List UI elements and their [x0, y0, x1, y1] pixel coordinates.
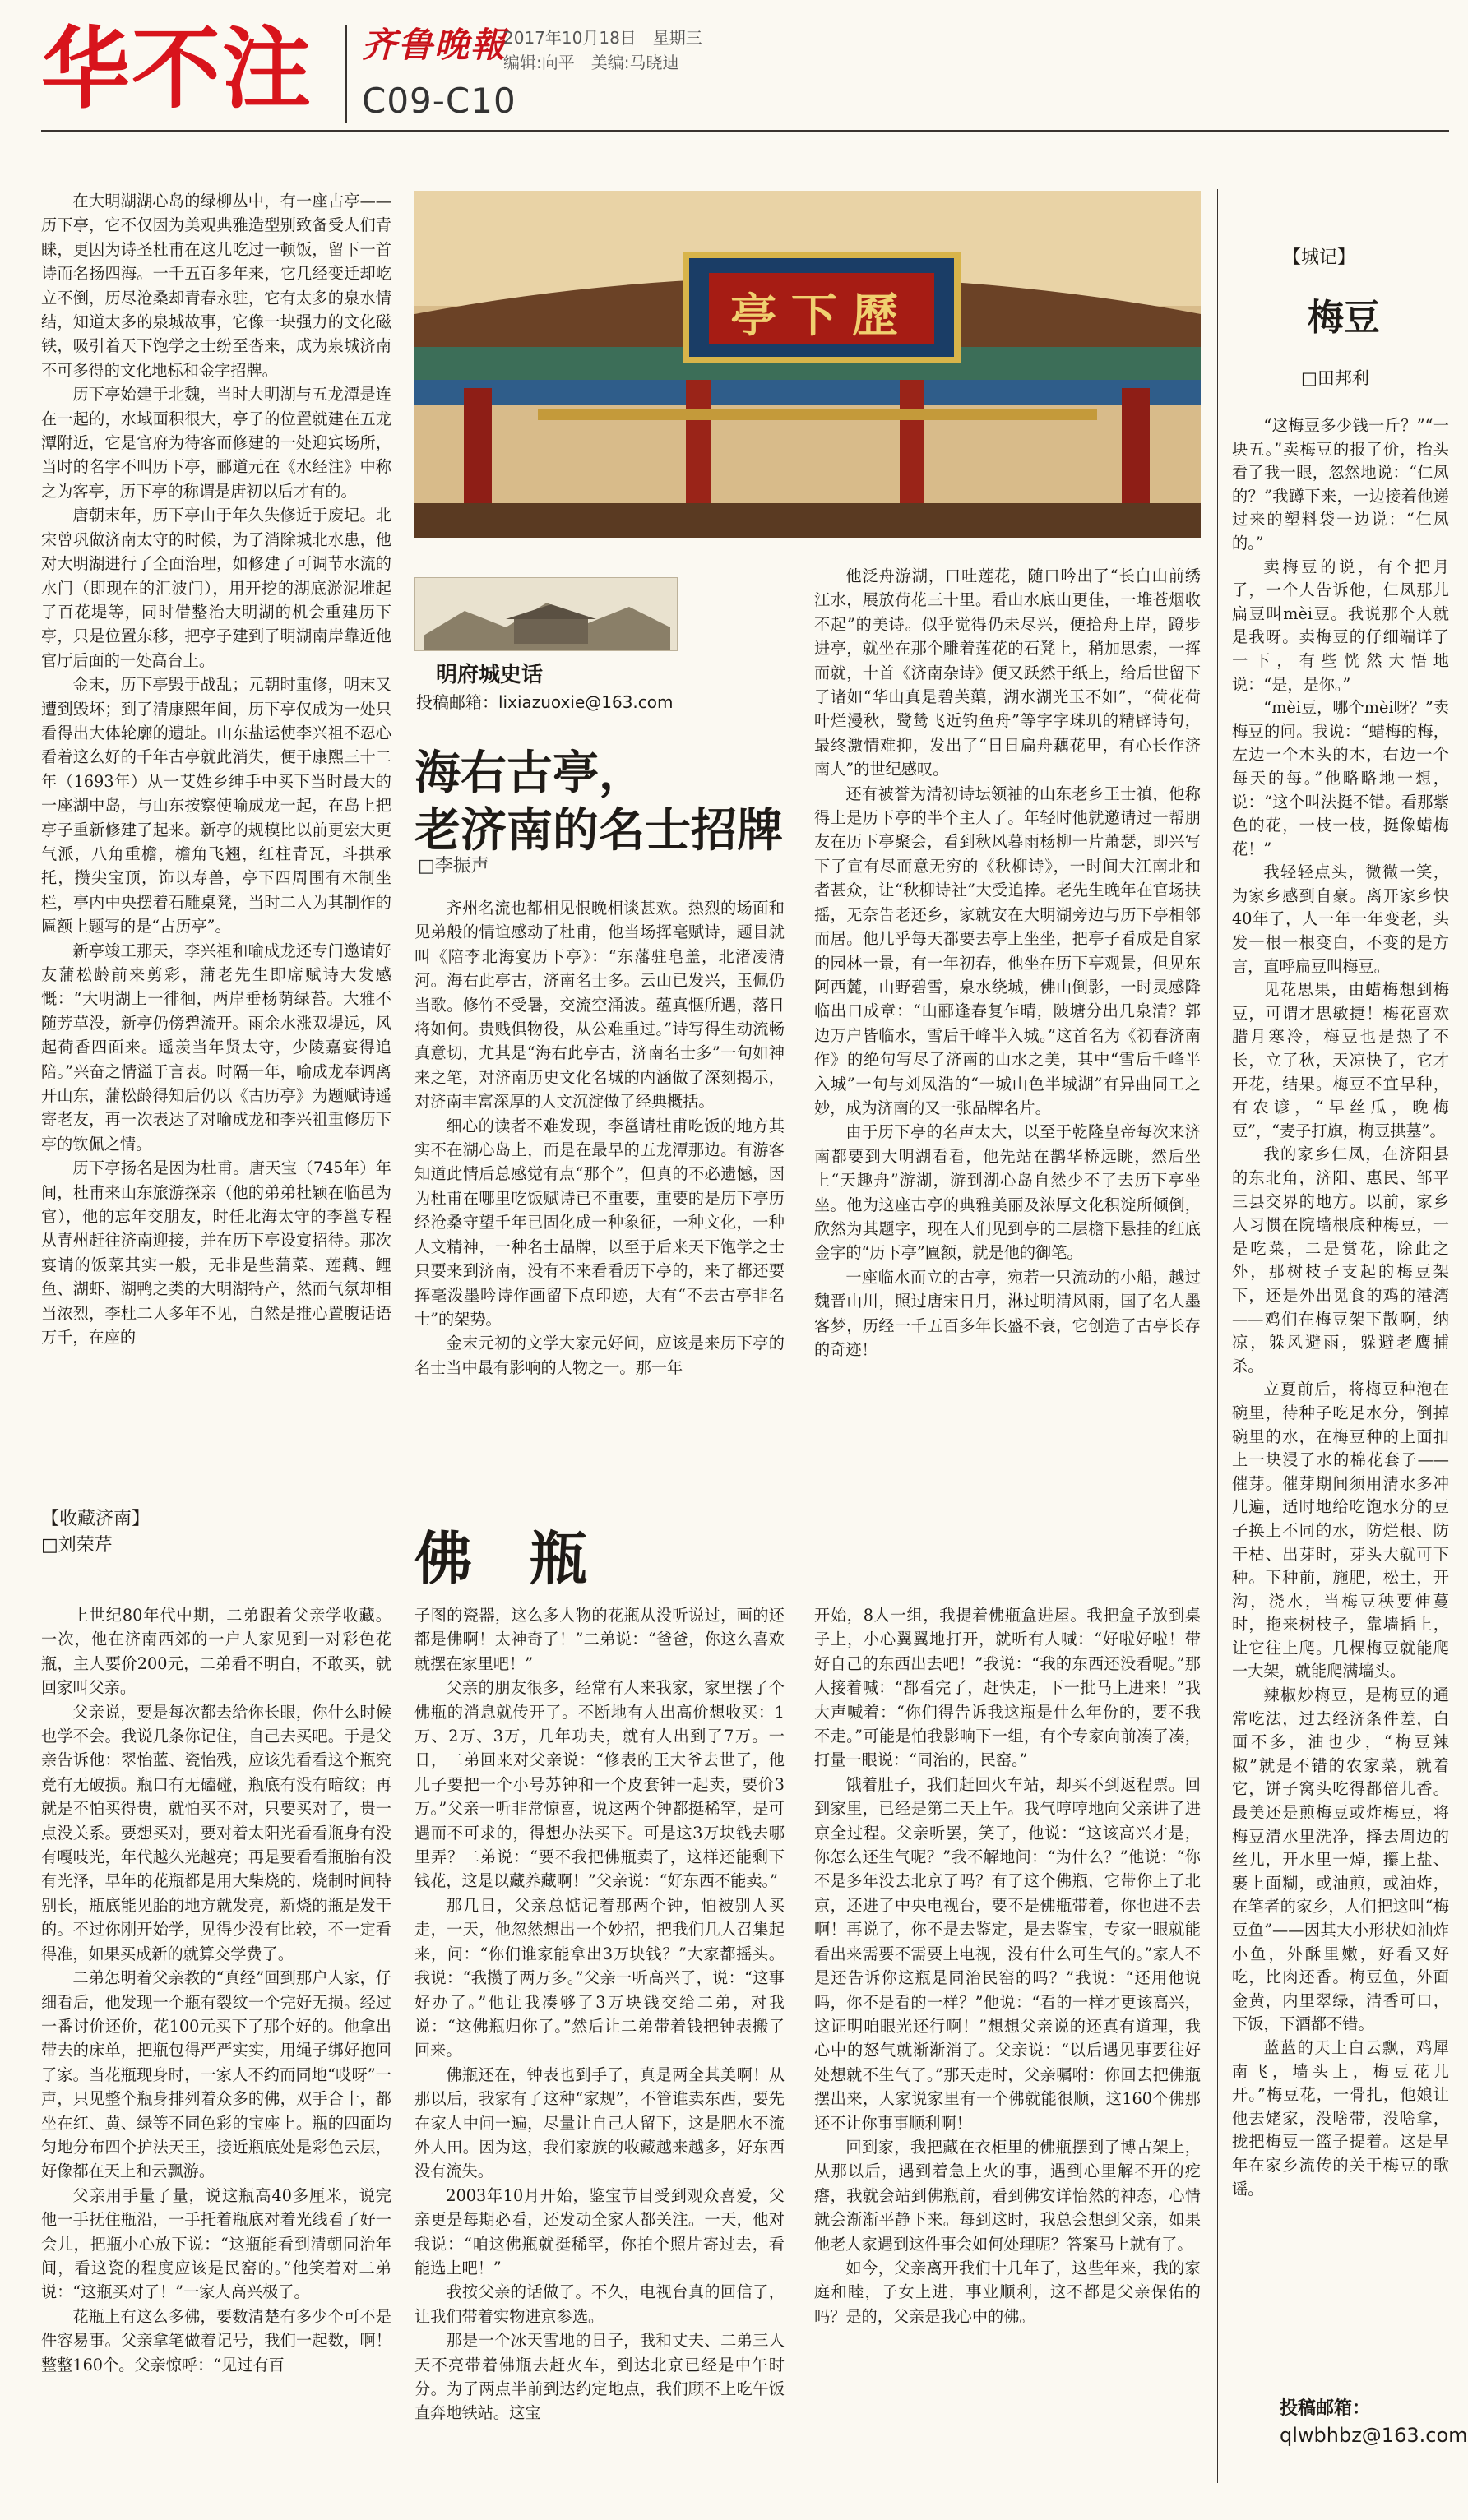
paragraph: 立夏前后，将梅豆种泡在碗里，待种子吃足水分，倒掉碗里的水，在梅豆种的上面扣上一块浸了水的棉花套子——催芽。催芽期间须用清水多冲几遍，适时地给吃饱水分的豆子换上不同的水，防烂根、防干枯、出芽时，芽头大就可下种。下种前，施肥，松土，开沟，浇水，当梅豆秧要伸蔓时，拖来树枝子，靠墙插上，让它往上爬。几棵梅豆就能爬一大架，就能爬满墙头。 — [1232, 1380, 1449, 1681]
paragraph: 如今，父亲离开我们十几年了，这些年来，我的家庭和睦，子女上进，事业顺利，这不都是父亲保佑的吗？是的，父亲是我心中的佛。 — [814, 2258, 1201, 2326]
column-name: 明府城史话 — [436, 663, 544, 687]
paragraph: 开始，8人一组，我提着佛瓶盒进屋。我把盒子放到桌子上，小心翼翼地打开，就听有人喊：“好啦好啦！带好自己的东西出去吧！”我说：“我的东西还没看呢。”那人接着喊：“都看完了，赶快走，下一批马上进来！”我大声喊着：“你们得告诉我这瓶是什么年份的，要不我不走。”可能是怕我影响下一组，有个专家向前凑了凑，打量一眼说：“同治的，民窑。” — [814, 1606, 1201, 1770]
paragraph: 唐朝末年，历下亭由于年久失修近于废圮。北宋曾巩做济南太守的时候，为了消除城北水患，他对大明湖进行了全面治理，如修建了可调节水流的水门（即现在的汇波门），用开挖的湖底淤泥堆起了百花堤等，同时借整治大明湖的机会重建历下亭，只是位置东移，把亭子建到了明湖南岸靠近他官厅后面的一处高台上。 — [41, 506, 391, 670]
article2-col2 — [414, 1603, 785, 2491]
paragraph: 他泛舟游湖，口吐莲花，随口吟出了“长白山前绣江水，展放荷花三十里。看山水底山更佳，一堆苍烟收不起”的美诗。似乎觉得仍未尽兴，便拾舟上岸，蹬步进亭，就坐在那个雕着莲花的石凳上，稍加思索，一挥而就，十首《济南杂诗》便又跃然于纸上，给后世留下了诸如“华山真是碧芙蕖，湖水湖光玉不如”，“荷花荷叶烂漫秋，鹭鸶飞近钓鱼舟”等字字珠玑的精辟诗句，最终激情难抑，发出了“日日扁舟藕花里，有心长作济南人”的世纪感叹。 — [814, 566, 1201, 779]
paragraph: 父亲用手量了量，说这瓶高40多厘米，说完他一手抚住瓶沿，一手托着瓶底对着光线看了好一会儿，把瓶小心放下说：“这瓶能看到清朝同治年间，看这瓷的程度应该是民窑的。”他笑着对二弟说：“这瓶买对了！”一家人高兴极了。 — [41, 2185, 391, 2302]
masthead-divider — [345, 25, 347, 123]
article-title-line1: 海右古亭， — [414, 747, 645, 800]
article1-col3 — [814, 564, 1201, 1472]
paragraph: 一座临水而立的古亭，宛若一只流动的小船，越过魏晋山川，照过唐宋日月，淋过明清风雨，国了名人墨客梦，历经一千五百多年长盛不衰，它创造了古亭长存的奇迹！ — [814, 1267, 1201, 1359]
masthead-title: 华不注 — [41, 18, 313, 121]
paragraph: 齐州名流也都相见恨晚相谈甚欢。热烈的场面和见弟般的情谊感动了杜甫，他当场挥毫赋诗，题目就叫《陪李北海宴历下亭》：“东藩驻皂盖，北渚凌清河。海右此亭古，济南名士多。云山已发兴，玉佩仍当歌。修竹不受暑，交流空涌波。蕴真惬所遇，落日将如何。贵贱俱物役，从公难重过。”诗写得生动流畅真意切，尤其是“海右此亭古，济南名士多”一句如神来之笔，对济南历史文化名城的内涵做了深刻揭示，对济南丰富深厚的人文沉淀做了经典概括。 — [414, 899, 785, 1112]
article2-byline: □刘荣芹 — [41, 1535, 113, 1556]
article3-title: 梅豆 — [1308, 297, 1380, 339]
paragraph: 新亭竣工那天，李兴祖和喻成龙还专门邀请好友蒲松龄前来剪彩，蒲老先生即席赋诗大发感慨：“大明湖上一徘徊，两岸垂杨荫绿苔。大雅不随芳草没，新亭仍傍碧流开。雨余水涨双堤远，风起荷香四面来。遥羡当年贤太守，少陵嘉宴得追陪。”兴奋之情溢于言表。时隔一年，喻成龙奉调离开山东，蒲松龄得知后仍以《古历亭》为题赋诗遥寄老友，再一次表达了对喻成龙和李兴祖重修历下亭的钦佩之情。 — [41, 941, 391, 1154]
paragraph: 蓝蓝的天上白云飘，鸡犀南飞，墙头上，梅豆花儿开。”梅豆花，一骨扎，他娘让他去姥家，没啥带，没啥拿，拢把梅豆一篮子提着。这是早年在家乡流传的关于梅豆的歌谣。 — [1232, 2037, 1449, 2199]
paragraph: 子图的瓷器，这么多人物的花瓶从没听说过，画的还都是佛啊！太神奇了！”二弟说：“爸爸，你这么喜欢就摆在家里吧！” — [414, 1606, 785, 1673]
page-numbers: C09-C10 — [362, 81, 516, 121]
submit-email: 投稿邮箱：lixiazuoxie@163.com — [416, 692, 674, 712]
paragraph: 见花思果，由蜡梅想到梅豆，可谓才思敏捷！梅花喜欢腊月寒冷，梅豆也是热了不长，立了秋，天凉快了，它才开花，结果。梅豆不宜早种，有农谚，“早丝瓜，晚梅豆”，“麦子打旗，梅豆拱墓”。 — [1232, 980, 1449, 1140]
paragraph: “这梅豆多少钱一斤？”“一块五。”卖梅豆的报了价，抬头看了我一眼，忽然地说：“仁凤的？”我蹲下来，一边接着他递过来的塑料袋一边说：“仁凤的。” — [1232, 416, 1449, 553]
paragraph: 回到家，我把藏在衣柜里的佛瓶摆到了博古架上，从那以后，遇到着急上火的事，遇到心里解不开的疙瘩，我就会站到佛瓶前，看到佛安详怡然的神态，心情就会渐渐平静下来。每到这时，我总会想到父亲，如果他老人家遇到这件事会如何处理呢？答案马上就有了。 — [814, 2137, 1201, 2254]
article1-col2 — [414, 896, 785, 1472]
paragraph: 在大明湖湖心岛的绿柳丛中，有一座古亭——历下亭，它不仅因为美观典雅造型别致备受人们青睐，更因为诗圣杜甫在这儿吃过一顿饭，留下一首诗而名扬四海。一千五百多年来，它几经变迁却屹立不倒，历尽沧桑却青春永驻，它有太多的泉水情结，知道太多的泉城故事，它像一块强力的文化磁铁，吸引着天下饱学之士纷至沓来，成为泉城济南不可多得的文化地标和金字招牌。 — [41, 192, 391, 380]
paragraph: 父亲说，要是每次都去给你长眼，你什么时候也学不会。我说几条你记住，自己去买吧。于是父亲告诉他：翠怡蓝、瓷怡残，应该先看看这个瓶究竟有无破损。瓶口有无磕碰，瓶底有没有暗纹；再就是不怕买得贵，就怕买不对，只要买对了，贵一点没关系。要想买对，要对着太阳光看看瓶身有没有嘎吱光，年代越久光越亮；再是要看看瓶胎有没有光泽，早年的花瓶都是用大柴烧的，烧制时间特别长，瓶底能见胎的地方就发亮，新烧的瓶是发干的。不过你刚开始学，见得少没有比较，不一定看得准，如果买成新的就算交学费了。 — [41, 1702, 391, 1963]
article3-submit-label: 投稿邮箱： — [1280, 2398, 1371, 2419]
paragraph: 花瓶上有这么多佛，要数清楚有多少个可不是件容易事。父亲拿笔做着记号，我们一起数，啊！整整160个。父亲惊呼：“见过有百 — [41, 2306, 391, 2374]
paragraph: 由于历下亭的名声太大，以至于乾隆皇帝每次来济南都要到大明湖看看，他先站在鹊华桥远眺，然后坐上“天趣舟”游湖，游到湖心岛自然少不了去历下亭坐坐。他为这座古亭的典雅美丽及浓厚文化积淀所倾倒，欣然为其题字，现在人们见到亭的二层檐下悬挂的红底金字的“历下亭”匾额，就是他的御笔。 — [814, 1122, 1201, 1263]
article3-byline: □田邦利 — [1301, 368, 1369, 388]
paragraph: 上世纪80年代中期，二弟跟着父亲学收藏。一次，他在济南西郊的一户人家见到一对彩色花瓶，主人要价200元，二弟看不明白，不敢买，就回家叫父亲。 — [41, 1606, 391, 1698]
paragraph: 细心的读者不难发现，李邕请杜甫吃饭的地方其实不在湖心岛上，而是在最早的五龙潭那边。有游客知道此情后总感觉有点“那个”，但真的不必遗憾，因为杜甫在哪里吃饭赋诗已不重要，重要的是历下亭历经沧桑守望千年已固化成一种象征，一种文化，一种人文精神，一种名士品牌，以至于后来天下饱学之士只要来到济南，没有不来看看历下亭的，来了都还要挥毫泼墨吟诗作画留下点印迹，大有“不去古亭非名士”的架势。 — [414, 1116, 785, 1329]
article3-column: 【城记】 — [1283, 247, 1356, 268]
issue-date: 2017年10月18日 星期三 — [503, 28, 702, 48]
paragraph: 我的家乡仁凤，在济阳县的东北角，济阳、惠民、邹平三县交界的地方。以前，家乡人习惯在院墙根底种梅豆，一是吃菜，二是赏花，除此之外，那树枝子支起的梅豆架下，还是外出觅食的鸡的港湾——鸡们在梅豆架下散啊，纳凉，躲风避雨，躲避老鹰捕杀。 — [1232, 1144, 1449, 1376]
paragraph: 2003年10月开始，鉴宝节目受到观众喜爱，父亲更是每期必看，还发动全家人都关注。一天，他对我说：“咱这佛瓶就挺稀罕，你拍个照片寄过去，看能选上吧！” — [414, 2185, 785, 2277]
paragraph: “mèi豆，哪个mèi呀？”卖梅豆的问。我说：“蜡梅的梅，左边一个木头的木，右边一个每天的每。”他略略地一想，说：“这个叫法挺不错。看那紫色的花，一枝一枝，挺像蜡梅花！” — [1232, 698, 1449, 858]
author-name: 刘荣芹 — [58, 1535, 113, 1556]
paragraph: 历下亭扬名是因为杜甫。唐天宝（745年）年间，杜甫来山东旅游探亲（他的弟弟杜颖在临邑为官），他的忘年交朋友，时任北海太守的李邕专程从青州赶往济南迎接，并在历下亭设宴招待。那次宴请的饭菜其实一般，无非是些蒲菜、莲藕、鲤鱼、湖虾、湖鸭之类的大明湖特产，然而气氛却相当浓烈，李杜二人多年不见，自然是推心置腹话语万千，在座的 — [41, 1158, 391, 1348]
paragraph: 那几日，父亲总惦记着那两个钟，怕被别人买走，一天，他忽然想出一个妙招，把我们几人召集起来，问：“你们谁家能拿出3万块钱？”大家都摇头。我说：“我攒了两万多。”父亲一听高兴了，说：“这事好办了。”他让我凑够了3万块钱交给二弟，对我说：“这佛瓶归你了。”然后让二弟带着钱把钟表搬了回来。 — [414, 1895, 785, 2060]
paragraph: 还有被誉为清初诗坛领袖的山东老乡王士禛，他称得上是历下亭的半个主人了。年轻时他就邀请过一帮朋友在历下亭聚会，看到秋风暮雨杨柳一片萧瑟，即兴写下了宣有尽而意无穷的《秋柳诗》，一时间大江南北和者甚众，让“秋柳诗社”大受追捧。老先生晚年在官场扶摇，无奈告老还乡，家就安在大明湖旁边与历下亭相邻而居。他几乎每天都要去亭上坐坐，把亭子看成是自家的园林一景，有一年初春，他坐在历下亭观景，但见东阿西麓，山野碧雪，泉水绕城，佛山倒影，一时灵感降临出口成章：“山郦逢春复乍晴，陂塘分出几泉清？郭边万户皆临水，雪后千峰半入城。”这首名为《初春济南作》的绝句写尽了济南的山水之美，其中“雪后千峰半入城”一句与刘凤浩的“一城山色半城湖”有异曲同工之妙，成为济南的又一张品牌名片。 — [814, 784, 1201, 1117]
paragraph: 我轻轻点头，微微一笑，为家乡感到自豪。离开家乡快40年了，人一年一年变老，头发一根一根变白，不变的是方言，直呼扁豆叫梅豆。 — [1232, 862, 1449, 976]
column-illustration — [414, 577, 678, 651]
article3-submit-email: qlwbhbz@163.com — [1280, 2424, 1468, 2447]
article-title-line2: 老济南的名士招牌 — [414, 804, 783, 858]
paragraph: 饿着肚子，我们赶回火车站，却买不到返程票。回到家里，已经是第二天上午。我气哼哼地向父亲讲了进京全过程。父亲听罢，笑了，他说：“这该高兴才是，你怎么还生气呢？”我不解地问：“为什么？”他说：“你不是多年没去北京了吗？有了这个佛瓶，它带你上了北京，还进了中央电视台，要不是佛瓶带着，你也进不去啊！再说了，你不是去鉴定，是去鉴宝，专家一眼就能看出来需要不需要上电视，没有什么可生气的。”家人不是还告诉你这瓶是同治民窑的吗？”我说：“还用他说吗，你不是看的一样？”他说：“看的一样才更该高兴，这证明咱眼光还行啊！”想想父亲说的还真有道理，我心中的怒气就渐渐消了。父亲说：“以后遇见事要往好处想就不生气了。”那天走时，父亲嘱咐：你回去把佛瓶摆出来，人家说家里有一个佛就能很顺，这160个佛那还不让你事事顺利啊！ — [814, 1774, 1201, 2133]
pavilion-plaque-text: 亭下歷 — [730, 289, 913, 343]
paragraph: 佛瓶还在，钟表也到手了，真是两全其美啊！从那以后，我家有了这种“家规”，不管谁卖东西，要先在家人中问一遍，尽量让自己人留下，这是肥水不流外人田。因为这，我们家族的收藏越来越多，好东西没有流失。 — [414, 2065, 785, 2181]
pavilion-photo — [414, 191, 1201, 538]
paragraph: 父亲的朋友很多，经常有人来我家，家里摆了个佛瓶的消息就传开了。不断地有人出高价想收买：1万、2万、3万，几年功夫，就有人出到了7万。一日，二弟回来对父亲说：“修表的王大爷去世了，他儿子要把一个小号苏钟和一个皮套钟一起卖，要价3万。”父亲一听非常惊喜，说这两个钟都挺稀罕，是可遇而不可求的，得想办法买下。可是这3万块钱去哪里弄？二弟说：“要不我把佛瓶卖了，这样还能剩下钱花，这是以藏养藏啊！”父亲说：“好东西不能卖。” — [414, 1678, 785, 1891]
paragraph: 卖梅豆的说，有个把月了，一个人告诉他，仁凤那儿扁豆叫mèi豆。我说那个人就是我呀。卖梅豆的仔细端详了一下，有些恍然大悟地说：“是，是你。” — [1232, 557, 1449, 694]
article1-col1 — [41, 189, 391, 1472]
author-name: 田邦利 — [1317, 368, 1369, 388]
article2-title: 佛 瓶 — [414, 1525, 587, 1593]
article2-col1 — [41, 1603, 391, 2491]
article2-column: 【收藏济南】 — [41, 1509, 151, 1529]
right-column-divider — [1217, 189, 1218, 2483]
header-rule — [41, 130, 1449, 132]
paragraph: 金末元初的文学大家元好问，应该是来历下亭的名士当中最有影响的人物之一。那一年 — [414, 1334, 785, 1377]
paragraph: 我按父亲的话做了。不久，电视台真的回信了，让我们带着实物进京参选。 — [414, 2282, 785, 2326]
article2-col3 — [814, 1603, 1201, 2491]
editor-line: 编辑:向平 美编:马晓迪 — [503, 53, 679, 72]
paragraph: 金末，历下亭毁于战乱；元朝时重修，明末又遭到毁坏；到了清康熙年间，历下亭仅成为一处只看得出大体轮廓的遗址。山东盐运使李兴祖不忍心看着这么好的千年古亭就此消失，便于康熙三十二年（1693年）从一艾姓乡绅手中买下当时最大的一座湖中岛，与山东按察使喻成龙一起，在岛上把亭子重新修建了起来。新亭的规模比以前更宏大更气派，八角重檐，檐角飞翘，红柱青瓦，斗拱承托，攒尖宝顶，饰以寿兽，亭下四周围有木制坐栏，亭内中央摆着石雕桌凳，当时二人为其制作的匾额上题写的是“古历亭”。 — [41, 675, 391, 936]
paragraph: 那是一个冰天雪地的日子，我和丈夫、二弟三人天不亮带着佛瓶去赶火车，到达北京已经是中午时分。为了两点半前到达约定地点，我们顾不上吃午饭直奔地铁站。这宝 — [414, 2331, 785, 2423]
author-name: 李振声 — [434, 856, 489, 876]
paragraph: 二弟怎明着父亲教的“真经”回到那户人家，仔细看后，他发现一个瓶有裂纹一个完好无损。经过一番讨价还价，花100元买下了那个好的。他拿出带去的床单，把瓶包得严严实实，用绳子绑好抱回了家。当花瓶现身时，一家人不约而同地“哎呀”一声，只见整个瓶身排列着众多的佛，双手合十，都坐在红、黄、绿等不同色彩的宝座上。瓶的四面均匀地分布四个护法天王，接近瓶底处是彩色云层，好像都在天上和云飘游。 — [41, 1968, 391, 2181]
article3-body — [1232, 414, 1449, 2379]
author-byline: □李振声 — [418, 856, 489, 876]
paragraph: 辣椒炒梅豆，是梅豆的通常吃法，过去经济条件差，白面不多，油也少，“梅豆辣椒”就是不错的农家菜，就着它，饼子窝头吃得都倍儿香。最美还是煎梅豆或炸梅豆，将梅豆清水里洗净，择去周边的丝儿，开水里一焯，攥上盐、裹上面糊，或油煎，或油炸，在笔者的家乡，人们把这叫“梅豆鱼”——因其大小形状如油炸小鱼，外酥里嫩，好看又好吃，比肉还香。梅豆鱼，外面金黄，内里翠绿，清香可口，下饭，下酒都不错。 — [1232, 1685, 1449, 2034]
paragraph: 历下亭始建于北魏，当时大明湖与五龙潭是连在一起的，水域面积很大，亭子的位置就建在五龙潭附近，它是官府为待客而修建的一处迎宾场所，当时的名字不叫历下亭，郦道元在《水经注》中称之为客亭，历下亭的称谓是唐初以后才有的。 — [41, 385, 391, 501]
newspaper-logo: 齐鲁晚報 — [362, 25, 507, 65]
